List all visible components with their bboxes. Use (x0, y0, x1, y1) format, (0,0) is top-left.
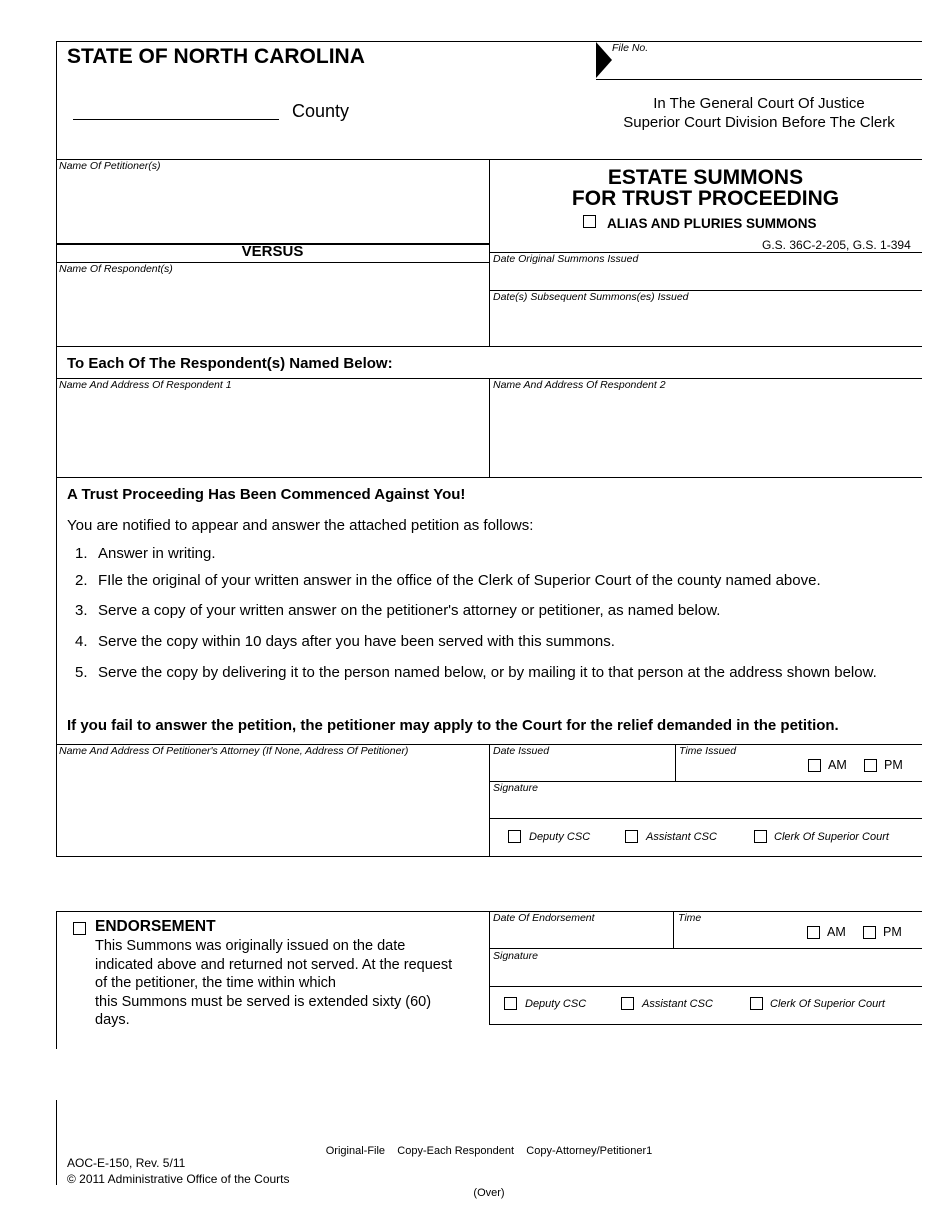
distribution-footer (249, 1116, 729, 1214)
distribution-line: Original-File Copy-Each Respondent Copy-Attorney/Petitioner1 (325, 1145, 653, 1157)
court-line-1: In The General Court Of Justice (653, 95, 865, 112)
date-issued-label: Date Issued (493, 745, 550, 757)
endorsement-line: days. (95, 1012, 130, 1028)
endorse-am-checkbox[interactable] (807, 926, 820, 939)
issued-pm-label: PM (884, 758, 903, 772)
endorsement-line: of the petitioner, the time within which (95, 975, 336, 991)
county-label: County (292, 101, 350, 121)
form-title-line-1: ESTATE SUMMONS (607, 166, 804, 189)
form-identifier (67, 1155, 290, 1187)
endorse-clerk-label: Clerk Of Superior Court (770, 998, 885, 1010)
respondent-1-label: Name And Address Of Respondent 1 (59, 379, 232, 391)
form-title (489, 167, 922, 209)
alias-checkbox[interactable] (583, 215, 596, 228)
list-item-number: 5. (75, 664, 88, 681)
time-issued-label: Time Issued (679, 745, 737, 757)
issued-am-checkbox[interactable] (808, 759, 821, 772)
list-item: Serve the copy within 10 days after you have been served with this summons. (98, 633, 615, 650)
file-no-arrow-icon (596, 42, 612, 78)
file-no-label: File No. (612, 42, 649, 54)
alias-label: ALIAS AND PLURIES SUMMONS (607, 216, 817, 231)
endorse-am-label: AM (827, 925, 846, 939)
endorse-deputy-label: Deputy CSC (525, 998, 587, 1010)
endorsement-line: indicated above and returned not served. At the request (95, 956, 453, 973)
date-subsequent-label: Date(s) Subsequent Summons(es) Issued (493, 291, 689, 303)
versus-label: VERSUS (241, 243, 304, 260)
list-item: Serve a copy of your written answer on the petitioner's attorney or petitioner, as named below. (98, 602, 721, 619)
court-line-2: Superior Court Division Before The Clerk (623, 114, 895, 131)
endorsement-text (95, 937, 452, 1030)
failure-warning: If you fail to answer the petition, the petitioner may apply to the Court for the relief demanded in the petition. (67, 717, 839, 734)
list-item-number: 2. (75, 572, 88, 589)
notice-intro: You are notified to appear and answer the attached petition as follows: (67, 517, 534, 534)
list-item: Serve the copy by delivering it to the person named below, or by mailing it to that person at the address shown below. (98, 664, 877, 681)
endorsement-heading: ENDORSEMENT (95, 918, 216, 935)
issued-deputy-checkbox[interactable] (508, 830, 521, 843)
form-id: AOC-E-150, Rev. 5/11 (67, 1156, 186, 1170)
statute-reference: G.S. 36C-2-205, G.S. 1-394 (762, 238, 911, 252)
respondents-heading: To Each Of The Respondent(s) Named Below: (67, 355, 393, 372)
list-item: Answer in writing. (98, 545, 216, 562)
endorse-pm-checkbox[interactable] (863, 926, 876, 939)
issued-signature-label: Signature (493, 782, 538, 794)
notice-heading: A Trust Proceeding Has Been Commenced Against You! (67, 486, 466, 503)
endorsement-date-label: Date Of Endorsement (493, 912, 595, 924)
endorsement-line: This Summons was originally issued on the date (95, 938, 406, 954)
copyright: © 2011 Administrative Office of the Courts (67, 1172, 290, 1186)
respondent-2-label: Name And Address Of Respondent 2 (493, 379, 666, 391)
over-note: (Over) (473, 1187, 505, 1199)
list-item-number: 3. (75, 602, 88, 619)
list-item: FIle the original of your written answer in the office of the Clerk of Superior Court of the county named above. (98, 572, 821, 589)
issued-pm-checkbox[interactable] (864, 759, 877, 772)
court-designation (596, 94, 922, 132)
issued-am-label: AM (828, 758, 847, 772)
list-item-number: 1. (75, 545, 88, 562)
issued-clerk-checkbox[interactable] (754, 830, 767, 843)
respondent-label: Name Of Respondent(s) (59, 263, 173, 275)
state-title: STATE OF NORTH CAROLINA (67, 45, 365, 68)
endorse-pm-label: PM (883, 925, 902, 939)
endorse-deputy-checkbox[interactable] (504, 997, 517, 1010)
endorse-assistant-checkbox[interactable] (621, 997, 634, 1010)
endorsement-line: this Summons must be served is extended sixty (60) (95, 993, 432, 1010)
endorse-assistant-label: Assistant CSC (642, 998, 713, 1010)
endorse-clerk-checkbox[interactable] (750, 997, 763, 1010)
attorney-label: Name And Address Of Petitioner's Attorney (If None, Address Of Petitioner) (59, 745, 409, 757)
issued-assistant-checkbox[interactable] (625, 830, 638, 843)
issued-clerk-label: Clerk Of Superior Court (774, 831, 889, 843)
endorsement-time-label: Time (678, 912, 702, 924)
petitioner-label: Name Of Petitioner(s) (59, 160, 161, 172)
list-item-number: 4. (75, 633, 88, 650)
issued-deputy-label: Deputy CSC (529, 831, 591, 843)
issued-assistant-label: Assistant CSC (646, 831, 717, 843)
endorsement-checkbox[interactable] (73, 922, 86, 935)
form-title-line-2: FOR TRUST PROCEEDING (571, 187, 840, 210)
endorse-signature-label: Signature (493, 950, 538, 962)
date-original-label: Date Original Summons Issued (493, 253, 639, 265)
